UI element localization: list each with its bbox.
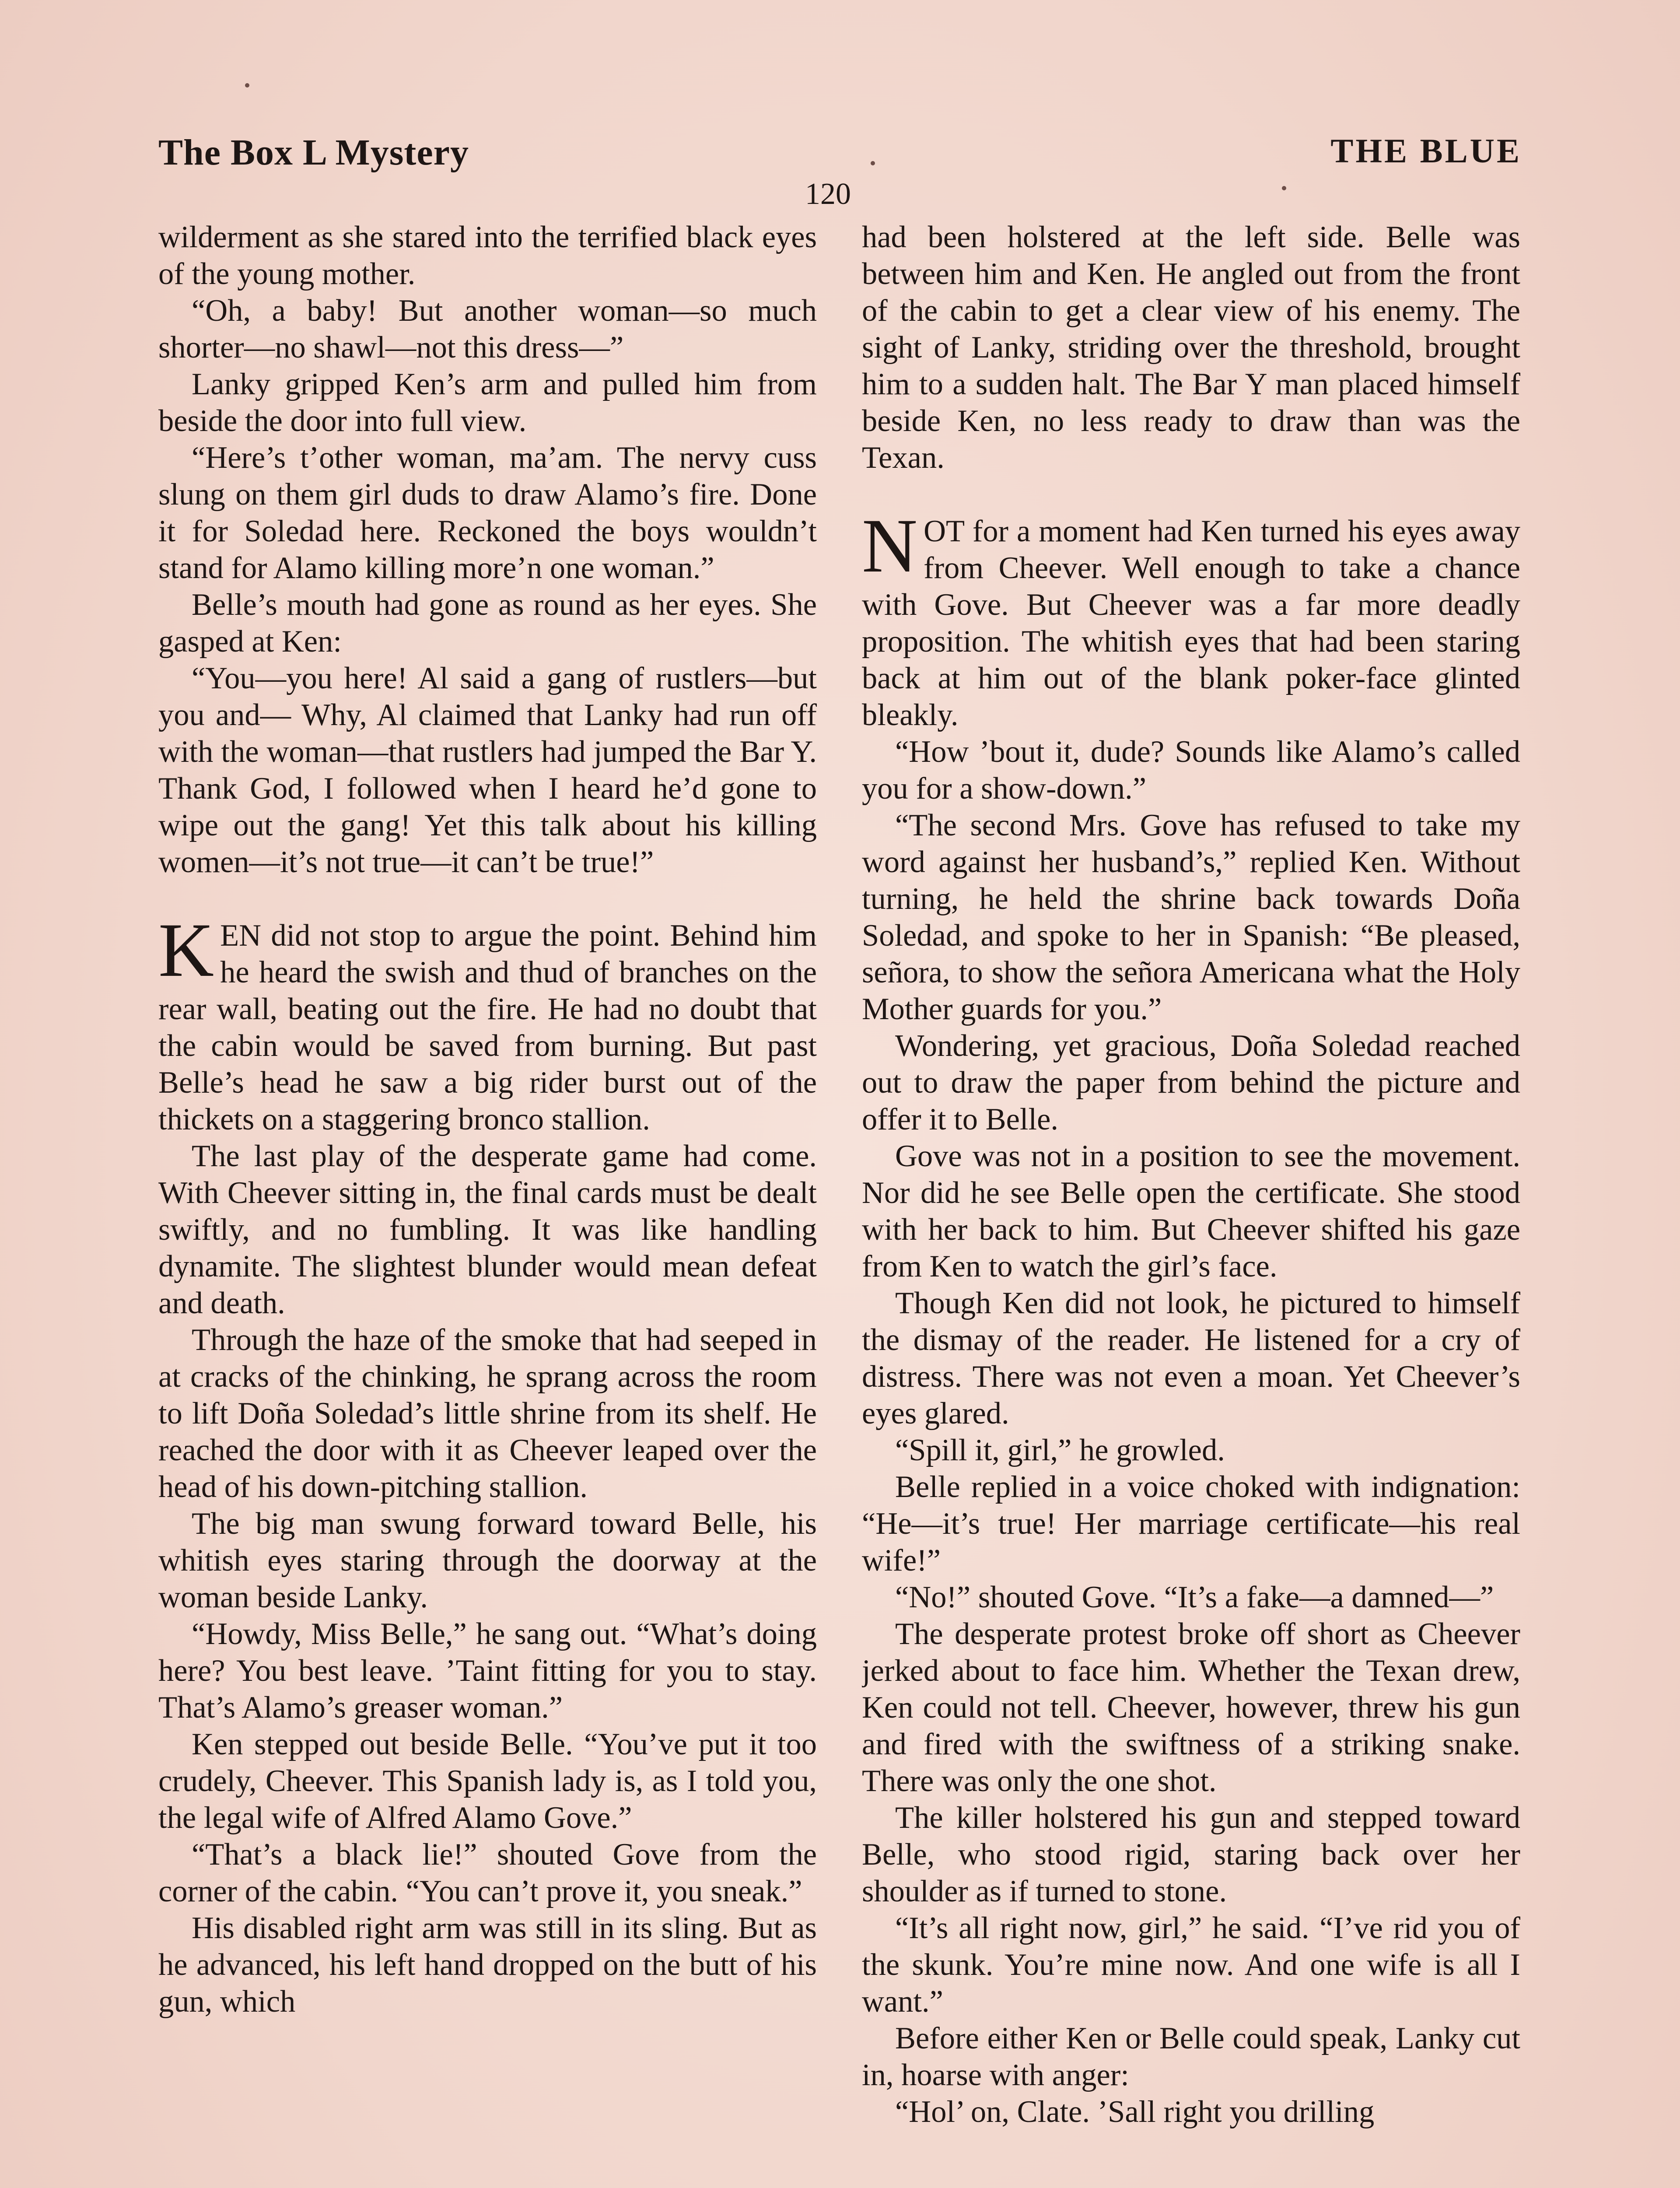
paragraph-text: Through the haze of the smoke that had seeped in at cracks of the chinking, he sprang across the room to lift Doña Soledad’s little shrine from its shelf. He reached the door with it as Cheever leaped over the head of his down-pitching stallion. <box>158 1323 817 1504</box>
left-column-paragraph <box>158 586 817 660</box>
print-speck <box>871 161 875 165</box>
print-speck <box>1282 186 1286 190</box>
right-text-column <box>862 219 1520 2188</box>
paragraph-text: “It’s all right now, girl,” he said. “I’ve rid you of the skunk. You’re mine now. And one wife is all I want.” <box>862 1911 1520 2019</box>
paragraph-text: The big man swung forward toward Belle, his whitish eyes staring through the doorway at the woman beside Lanky. <box>158 1507 817 1614</box>
paragraph-text: had been holstered at the left side. Belle was between him and Ken. He angled out from the front of the cabin to get a clear view of his enemy. The sight of Lanky, striding over the threshold, brought him to a sudden halt. The Bar Y man placed himself beside Ken, no less ready to draw than was the Texan. <box>862 220 1520 475</box>
paragraph-text: Belle’s mouth had gone as round as her eyes. She gasped at Ken: <box>158 588 817 659</box>
right-column-paragraph <box>862 2093 1520 2130</box>
paragraph-text: “Howdy, Miss Belle,” he sang out. “What’s doing here? You best leave. ’Taint fitting for you to stay. That’s Alamo’s greaser woman.” <box>158 1617 817 1725</box>
right-column-paragraph <box>862 807 1520 1027</box>
paragraph-text: “Oh, a baby! But another woman—so much shorter—no shawl—not this dress—” <box>158 294 817 365</box>
paragraph-text: EN did not stop to argue the point. Behind him he heard the swish and thud of branches on the rear wall, beating out the fire. He had no doubt that the cabin would be saved from burning. But past Belle’s head he saw a big rider burst out of the thickets on a staggering bronco stallion. <box>158 919 817 1136</box>
right-column-paragraph <box>862 219 1520 476</box>
right-column-paragraph <box>862 1027 1520 1138</box>
page-number: 120 <box>805 177 851 211</box>
paragraph-text: “How ’bout it, dude? Sounds like Alamo’s called you for a show-down.” <box>862 735 1520 806</box>
paragraph-text: “You—you here! Al said a gang of rustlers—but you and— Why, Al claimed that Lanky had run off with the woman—that rustlers had jumped the Bar Y. Thank God, I followed when I heard he’d gone to wipe out the gang! Yet this talk about his killing women—it’s not true—it can’t be true!” <box>158 661 817 879</box>
print-speck <box>245 83 249 88</box>
left-column-paragraph <box>158 908 817 1138</box>
left-column-paragraph <box>158 1505 817 1616</box>
paragraph-text: Gove was not in a position to see the movement. Nor did he see Belle open the certificate. She stood with her back to him. But Cheever shifted his gaze from Ken to watch the girl’s face. <box>862 1139 1520 1283</box>
paragraph-text: “No!” shouted Gove. “It’s a fake—a damned—” <box>895 1580 1494 1614</box>
left-text-column <box>158 219 817 2188</box>
right-column-paragraph <box>862 1616 1520 1799</box>
right-column-paragraph <box>862 733 1520 807</box>
paragraph-text: Though Ken did not look, he pictured to himself the dismay of the reader. He listened for a cry of distress. There was not even a moan. Yet Cheever’s eyes glared. <box>862 1286 1520 1431</box>
running-head-title: The Box L Mystery <box>158 132 469 173</box>
left-column-paragraph <box>158 292 817 366</box>
left-column-paragraph <box>158 1910 817 2020</box>
right-column-paragraph <box>862 2020 1520 2093</box>
drop-cap: K <box>158 908 214 993</box>
paragraph-text: “The second Mrs. Gove has refused to take my word against her husband’s,” replied Ken. Without turning, he held the shrine back towards Doña Soledad, and spoke to her in Spanish: “Be pleased, señora, to show the señora Americana what the Holy Mother guards for you.” <box>862 808 1520 1026</box>
left-column-paragraph <box>158 1836 817 1910</box>
paragraph-text: wilderment as she stared into the terrified black eyes of the young mother. <box>158 220 817 291</box>
paragraph-text: “Here’s t’other woman, ma’am. The nervy cuss slung on them girl duds to draw Alamo’s fire. Done it for Soledad here. Reckoned the boys wouldn’t stand for Alamo killing more’n one woman.” <box>158 441 817 585</box>
left-column-paragraph <box>158 439 817 586</box>
left-column-paragraph <box>158 1616 817 1726</box>
paragraph-text: Belle replied in a voice choked with indignation: “He—it’s true! Her marriage certificate—his real wife!” <box>862 1470 1520 1578</box>
paragraph-text: Ken stepped out beside Belle. “You’ve put it too crudely, Cheever. This Spanish lady is, as I told you, the legal wife of Alfred Alamo Gove.” <box>158 1727 817 1835</box>
right-column-paragraph <box>862 503 1520 733</box>
left-column-paragraph <box>158 1322 817 1505</box>
paragraph-text: OT for a moment had Ken turned his eyes away from Cheever. Well enough to take a chance with Gove. But Cheever was a far more deadly proposition. The whitish eyes that had been staring back at him out of the blank poker-face glinted bleakly. <box>862 514 1520 732</box>
left-column-paragraph <box>158 660 817 880</box>
right-column-paragraph <box>862 1138 1520 1285</box>
paragraph-text: Before either Ken or Belle could speak, Lanky cut in, hoarse with anger: <box>862 2021 1520 2092</box>
right-column-paragraph <box>862 1910 1520 2020</box>
drop-cap: N <box>862 503 918 589</box>
right-column-paragraph <box>862 1579 1520 1616</box>
running-head-magazine: THE BLUE <box>1330 132 1522 170</box>
paragraph-text: Wondering, yet gracious, Doña Soledad reached out to draw the paper from behind the picture and offer it to Belle. <box>862 1029 1520 1136</box>
left-column-paragraph <box>158 219 817 292</box>
right-column-paragraph <box>862 1285 1520 1432</box>
right-column-paragraph <box>862 1432 1520 1469</box>
left-column-paragraph <box>158 1138 817 1322</box>
paragraph-text: His disabled right arm was still in its sling. But as he advanced, his left hand dropped on the butt of his gun, which <box>158 1911 817 2019</box>
paragraph-text: “That’s a black lie!” shouted Gove from the corner of the cabin. “You can’t prove it, you sneak.” <box>158 1837 817 1908</box>
right-column-paragraph <box>862 1799 1520 1910</box>
paragraph-text: The killer holstered his gun and stepped toward Belle, who stood rigid, staring back over her shoulder as if turned to stone. <box>862 1801 1520 1908</box>
paragraph-text: “Hol’ on, Clate. ’Sall right you drilling <box>895 2095 1375 2129</box>
left-column-paragraph <box>158 1726 817 1836</box>
left-column-paragraph <box>158 366 817 439</box>
right-column-paragraph <box>862 1469 1520 1579</box>
paragraph-text: The last play of the desperate game had come. With Cheever sitting in, the final cards must be dealt swiftly, and no fumbling. It was like handling dynamite. The slightest blunder would mean defeat and death. <box>158 1139 817 1320</box>
paragraph-text: The desperate protest broke off short as Cheever jerked about to face him. Whether the Texan drew, Ken could not tell. Cheever, however, threw his gun and fired with the swiftness of a striking snake. There was only the one shot. <box>862 1617 1520 1798</box>
paragraph-text: Lanky gripped Ken’s arm and pulled him from beside the door into full view. <box>158 367 817 438</box>
paragraph-text: “Spill it, girl,” he growled. <box>895 1433 1225 1467</box>
